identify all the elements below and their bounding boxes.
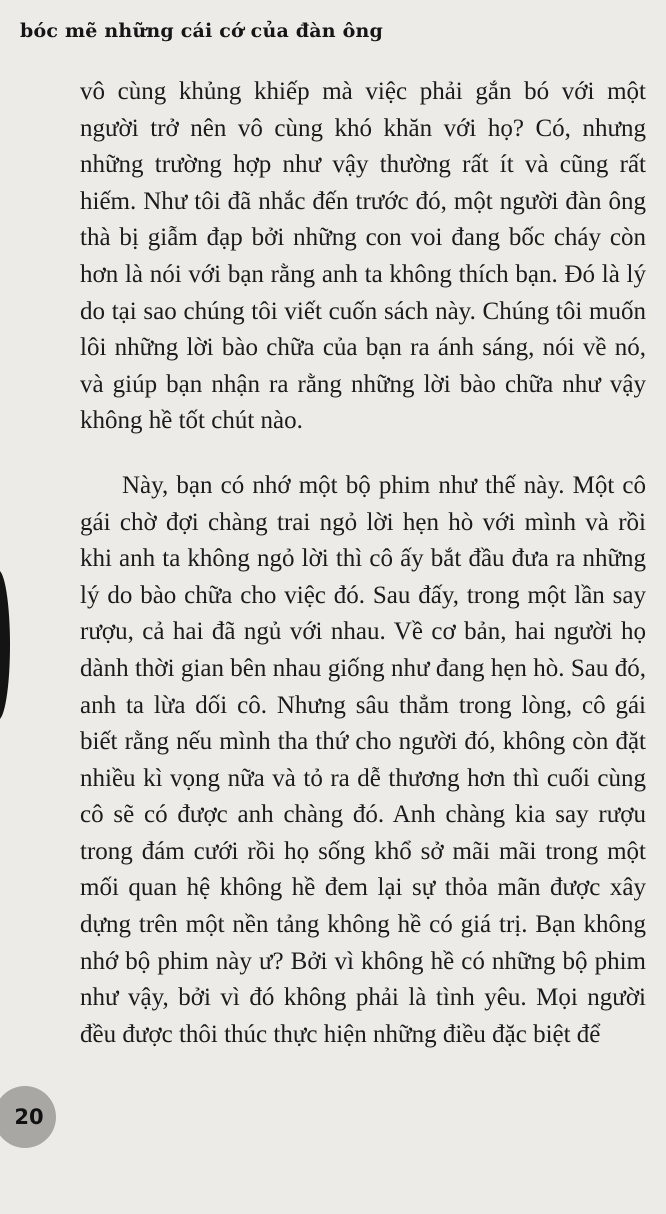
paragraph-1: vô cùng khủng khiếp mà việc phải gắn bó với một người trở nên vô cùng khó khăn với họ? Có, nhưng những trường hợp như vậy thường rất ít và cũng rất hiếm. Như tôi đã nhắc đến trước đó, một người đàn ông thà bị giẫm đạp bởi những con voi đang bốc cháy còn hơn là nói với bạn rằng anh ta không thích bạn. Đó là lý do tại sao chúng tôi viết cuốn sách này. Chúng tôi muốn lôi những lời bào chữa của bạn ra ánh sáng, nói về nó, và giúp bạn nhận ra rằng những lời bào chữa như vậy không hề tốt chút nào. (80, 78, 646, 435)
page-number-badge (0, 1086, 56, 1148)
body-text (80, 74, 646, 1053)
paragraph-2: Này, bạn có nhớ một bộ phim như thế này. Một cô gái chờ đợi chàng trai ngỏ lời hẹn hò với mình và rồi khi anh ta không ngỏ lời thì cô ấy bắt đầu đưa ra những lý do bào chữa cho việc đó. Sau đấy, trong một lần say rượu, cả hai đã ngủ với nhau. Về cơ bản, hai người họ dành thời gian bên nhau giống như đang hẹn hò. Sau đó, anh ta lừa dối cô. Nhưng sâu thẳm trong lòng, cô gái biết rằng nếu mình tha thứ cho người đó, không còn đặt nhiều kì vọng nữa và tỏ ra dễ thương hơn thì cuối cùng cô sẽ có được anh chàng đó. Anh chàng kia say rượu trong đám cưới rồi họ sống khổ sở mãi mãi trong một mối quan hệ không hề đem lại sự thỏa mãn được xây dựng trên một nền tảng không hề có giá trị. Bạn không nhớ bộ phim này ư? Bởi vì không hề có những bộ phim như vậy, bởi vì đó không phải là tình yêu. Mọi người đều được thôi thúc thực hiện những điều đặc biệt để (80, 471, 646, 1048)
running-head: bóc mẽ những cái cớ của đàn ông (20, 20, 383, 42)
page-number: 20 (14, 1105, 44, 1129)
binding-shadow (0, 570, 10, 720)
